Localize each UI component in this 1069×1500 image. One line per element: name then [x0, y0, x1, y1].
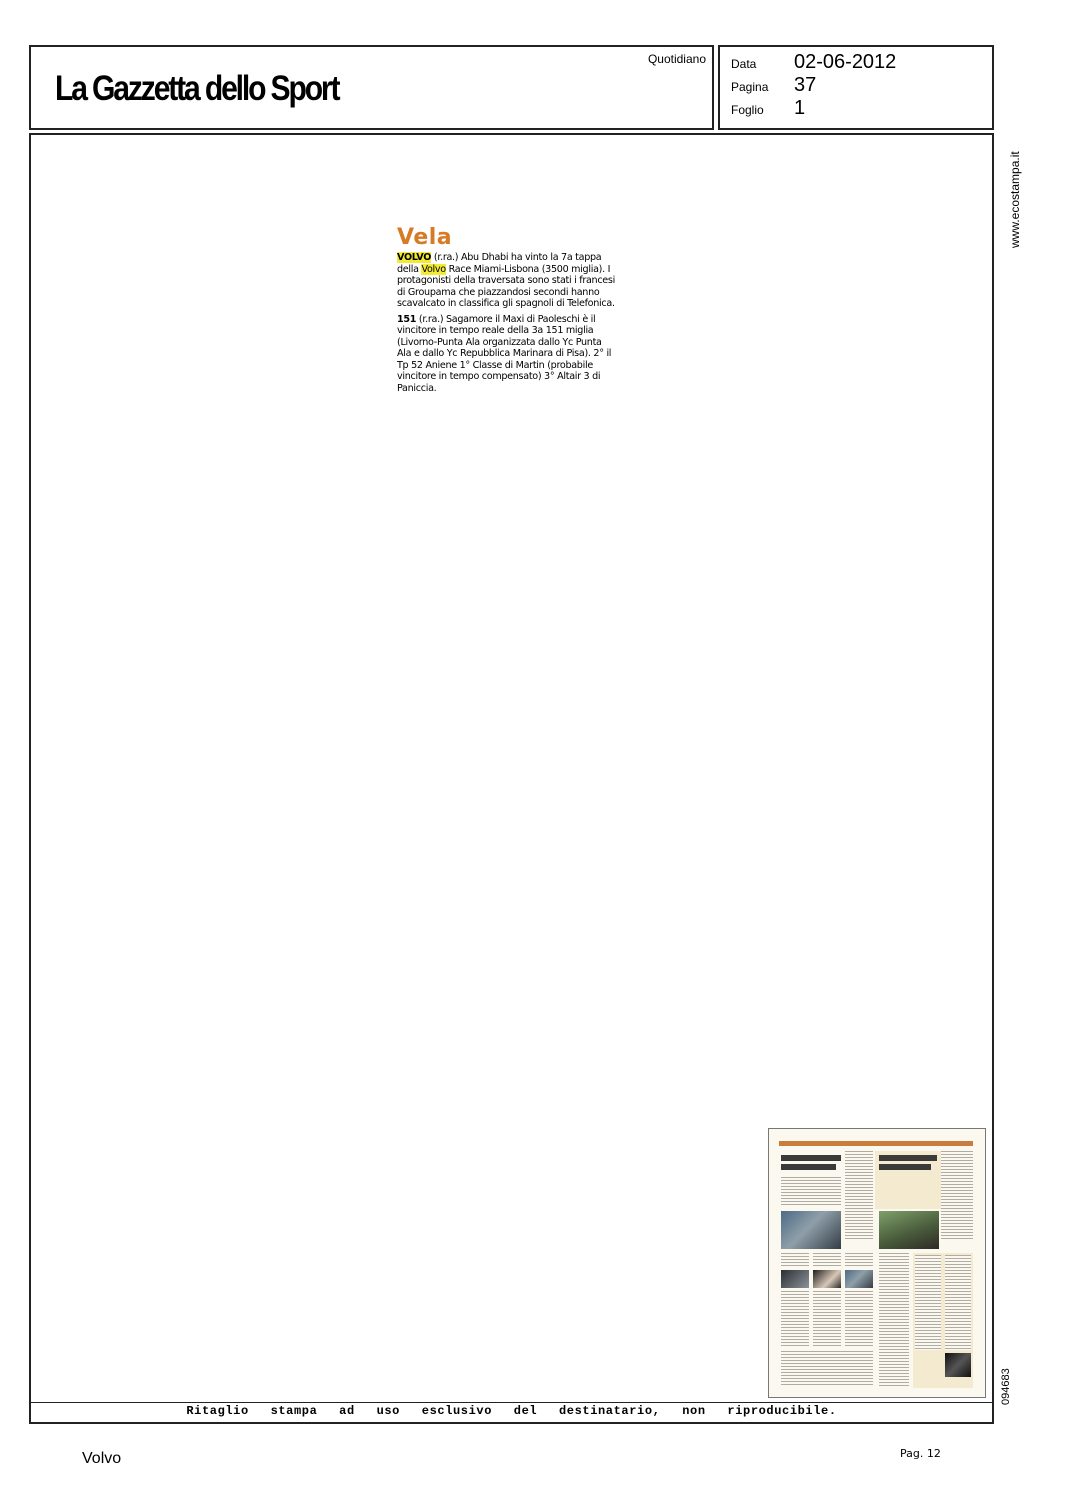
paragraph-1-text-b: Race Miami-Lisbona (3500 miglia). I protagonisti della traversata sono stati i francesi di Groupama che piazzandosi secondi hanno scavalcato in classifica gli spagnoli di Telefonica.: [397, 263, 615, 309]
thumbnail-photo: [945, 1353, 971, 1377]
data-value: 02-06-2012: [794, 51, 897, 73]
thumbnail-text-column: [813, 1291, 841, 1346]
page-number: Pag. 12: [900, 1447, 941, 1460]
paragraph-2-text: (r.ra.) Sagamore il Maxi di Paoleschi è il vincitore in tempo reale della 3a 151 miglia (Livorno-Punta Ala organizzata dallo Yc Punta Ala e dallo Yc Repubblica Marinara di Pisa). 2° il Tp 52 Aniene 1° Classe di Martin (probabile vincitore in tempo compensato) 3° Altair 3 di Paniccia.: [397, 313, 612, 394]
thumbnail-headline: [879, 1155, 937, 1161]
thumbnail-text-column: [781, 1351, 873, 1387]
highlight-volvo: Volvo: [421, 263, 446, 275]
disclaimer-text: Ritaglio stampa ad uso esclusivo del destinatario, non riproducibile.: [186, 1404, 837, 1418]
thumbnail-photo: [813, 1270, 841, 1288]
thumbnail-section-band: [779, 1141, 973, 1146]
clipping-code: 094683: [1000, 1368, 1012, 1405]
frequency-label: Quotidiano: [647, 52, 706, 66]
pagina-value: 37: [794, 74, 817, 96]
thumbnail-text-column: [781, 1291, 809, 1346]
thumbnail-text-column: [845, 1291, 873, 1346]
thumbnail-text-column: [781, 1253, 809, 1267]
section-title: Vela: [397, 225, 453, 250]
thumbnail-text-column: [781, 1177, 841, 1207]
topic-label: Volvo: [82, 1450, 122, 1467]
thumbnail-text-column: [915, 1255, 941, 1350]
ecostampa-url: www.ecostampa.it: [1008, 151, 1022, 248]
thumbnail-headline: [879, 1164, 931, 1170]
data-label: Data: [731, 57, 757, 71]
foglio-label: Foglio: [731, 103, 764, 117]
thumbnail-text-column: [845, 1253, 873, 1267]
clipping-frame: [29, 133, 994, 1424]
keyword-volvo: VOLVO: [397, 252, 432, 263]
thumbnail-text-column: [945, 1255, 971, 1350]
thumbnail-text-column: [813, 1253, 841, 1267]
foglio-value: 1: [794, 97, 806, 119]
thumbnail-text-column: [941, 1151, 973, 1241]
thumbnail-headline: [781, 1155, 841, 1161]
footer-divider: [31, 1402, 992, 1403]
article-paragraph-1: [397, 252, 615, 310]
thumbnail-text-column: [879, 1253, 909, 1388]
meta-box: [718, 45, 994, 130]
thumbnail-text-column: [845, 1151, 873, 1241]
masthead-box: [29, 45, 714, 130]
keyword-151: 151: [397, 313, 417, 325]
pagina-label: Pagina: [731, 80, 769, 94]
article-paragraph-2: [397, 314, 615, 395]
paragraph-1-text-a: (r.ra.) Abu Dhabi ha vinto la 7a tappa della: [397, 252, 602, 275]
page-thumbnail: [768, 1128, 986, 1398]
thumbnail-photo: [781, 1270, 809, 1288]
article: [397, 225, 615, 398]
thumbnail-headline: [781, 1164, 836, 1170]
newspaper-logo: La Gazzetta dello Sport: [55, 69, 339, 108]
thumbnail-photo: [845, 1270, 873, 1288]
thumbnail-photo: [879, 1211, 939, 1249]
thumbnail-photo: [781, 1211, 841, 1249]
